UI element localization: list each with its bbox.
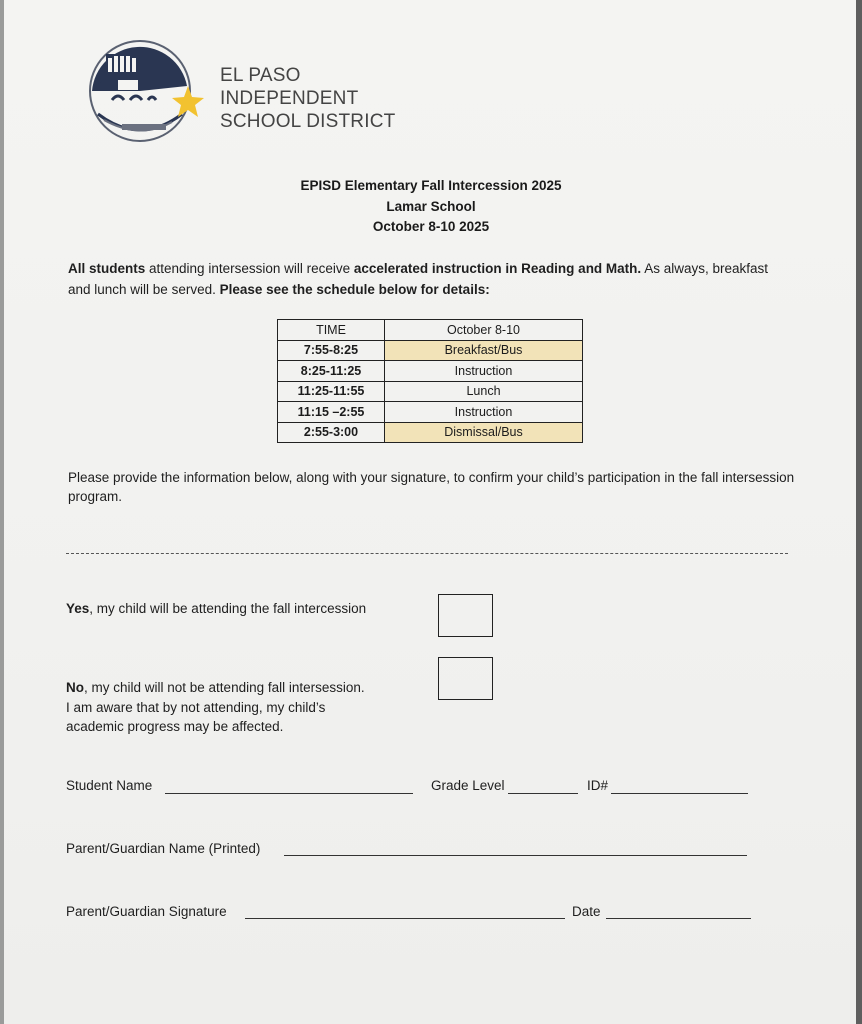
form-sheet xyxy=(4,0,856,1024)
no-text-1: , my child will not be attending fall intersession. xyxy=(84,680,365,695)
intro-text-1: attending intersession will receive xyxy=(145,261,354,276)
yes-bold: Yes xyxy=(66,601,90,616)
yes-checkbox[interactable] xyxy=(438,594,493,637)
parent-name-field[interactable] xyxy=(284,855,747,856)
intro-bold-1: All students xyxy=(68,261,146,276)
schedule-time: 11:15 –2:55 xyxy=(278,402,385,423)
date-field[interactable] xyxy=(606,918,751,919)
schedule-activity: Breakfast/Bus xyxy=(385,340,583,361)
schedule-row xyxy=(278,340,583,361)
schedule-table xyxy=(277,319,583,443)
cut-line-divider xyxy=(66,553,788,554)
instructions-paragraph: Please provide the information below, along with your signature, to confirm your child’s participation in the fall intersession program. xyxy=(68,470,795,504)
schedule-activity: Instruction xyxy=(385,402,583,423)
schedule-row xyxy=(278,381,583,402)
student-name-label: Student Name xyxy=(66,778,153,793)
schedule-activity: Dismissal/Bus xyxy=(385,422,583,443)
schedule-time: 7:55-8:25 xyxy=(278,340,385,361)
schedule-row xyxy=(278,422,583,443)
id-field[interactable] xyxy=(611,793,748,794)
date-label: Date xyxy=(572,904,601,919)
schedule-header-time: TIME xyxy=(278,320,385,341)
schedule-activity: Instruction xyxy=(385,361,583,382)
no-option-label xyxy=(66,678,365,737)
no-bold: No xyxy=(66,680,84,695)
schedule-row xyxy=(278,361,583,382)
title-line-1: EPISD Elementary Fall Intercession 2025 xyxy=(300,178,562,193)
no-text-3: academic progress may be affected. xyxy=(66,719,284,734)
no-checkbox[interactable] xyxy=(438,657,493,700)
district-line-3: SCHOOL DISTRICT xyxy=(220,111,396,132)
intro-bold-2: accelerated instruction in Reading and Math. xyxy=(353,261,642,276)
schedule-header-row xyxy=(278,320,583,341)
intro-text-2: As always, breakfast and lunch will be served. xyxy=(68,261,768,297)
title-line-2: Lamar School xyxy=(386,198,476,214)
intro-paragraph xyxy=(68,258,788,300)
grade-level-label: Grade Level xyxy=(431,778,505,793)
schedule-time: 2:55-3:00 xyxy=(278,422,385,443)
district-line-2: INDEPENDENT xyxy=(220,88,359,109)
yes-option-label xyxy=(66,599,366,619)
district-logo-icon xyxy=(82,36,212,148)
parent-signature-field[interactable] xyxy=(245,918,565,919)
schedule-row xyxy=(278,402,583,423)
schedule-time: 8:25-11:25 xyxy=(278,361,385,382)
yes-text: , my child will be attending the fall intercession xyxy=(89,601,367,616)
schedule-time: 11:25-11:55 xyxy=(278,381,385,402)
no-text-2: I am aware that by not attending, my child’s xyxy=(66,699,326,715)
district-line-1: EL PASO xyxy=(220,65,301,86)
schedule-activity: Lunch xyxy=(385,381,583,402)
page-edge xyxy=(856,0,862,1024)
student-name-field[interactable] xyxy=(165,793,413,794)
parent-name-label: Parent/Guardian Name (Printed) xyxy=(66,841,261,856)
schedule-header-dates: October 8-10 xyxy=(385,320,583,341)
grade-level-field[interactable] xyxy=(508,793,578,794)
id-label: ID# xyxy=(587,778,609,793)
parent-signature-label: Parent/Guardian Signature xyxy=(66,904,227,919)
intro-bold-3: Please see the schedule below for details: xyxy=(219,282,490,297)
title-line-3: October 8-10 2025 xyxy=(372,219,490,234)
form-title xyxy=(0,176,862,238)
district-name xyxy=(220,64,395,133)
